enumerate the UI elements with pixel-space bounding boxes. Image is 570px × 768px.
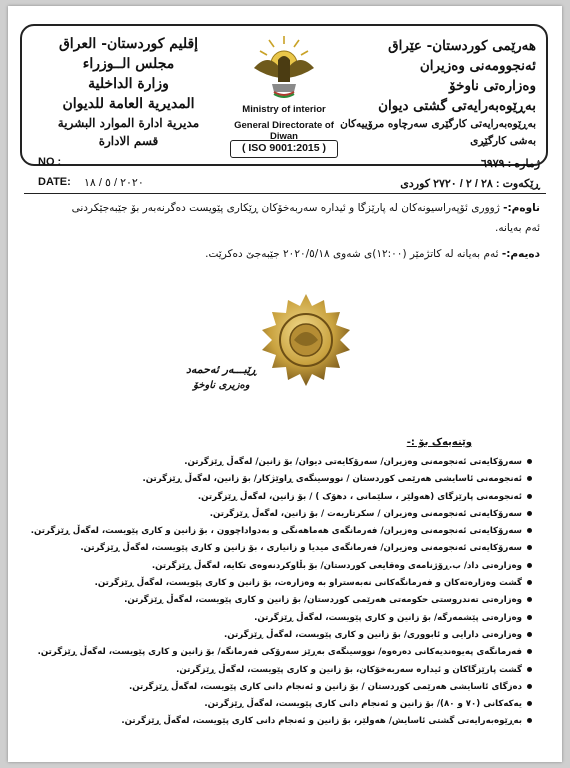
reference-date-line: ڕێکەوت : ٢٨ / ٢ / ٢٧٢٠ کوردی xyxy=(400,178,540,190)
bullet-icon xyxy=(527,684,532,689)
document-page xyxy=(8,6,562,762)
cc-item-text: سەرۆکایەتی ئەنجومەنی وەزیران/ سەرۆکایەتی دیوان/ بۆ زانین/ لەگەڵ ڕێزگرتن. xyxy=(184,457,522,467)
cc-item xyxy=(32,540,532,557)
arabic-line: إقليم كوردستان- العراق xyxy=(58,36,199,52)
cc-item xyxy=(32,523,532,540)
cc-item-text: ئەنجومەنی پارێزگای (هەولێر ، سلێمانی ، دهۆک ) / بۆ زانین، لەگەڵ ڕێزگرتن. xyxy=(197,491,522,502)
bullet-icon xyxy=(527,528,532,533)
iso-badge: ( ISO 9001:2015 ) xyxy=(230,140,338,158)
cc-item-text: وەزارەتی دارایی و ئابووری/ بۆ زانین و کاری پێویست، لەگەڵ ڕێزگرتن. xyxy=(224,629,522,640)
bullet-icon xyxy=(527,563,532,568)
cc-item xyxy=(32,489,532,506)
subject-continuation: ئەم بەیانە. xyxy=(495,222,540,234)
note-text: ئەم بەیانە لە کاتژمێر (١٢:٠٠)ی شەوی ٢٠٢٠/٥/١٨ جێبەجێ دەکرێت. xyxy=(205,248,499,260)
cc-item xyxy=(32,506,532,523)
cc-item xyxy=(32,679,532,696)
cc-item-text: وەزارەتی پێشمەرگە/ بۆ زانین و کاری پێویست، لەگەڵ ڕێزگرتن. xyxy=(254,612,522,623)
arabic-line: المديرية العامة للديوان xyxy=(62,96,195,112)
cc-item-text: بەڕێوەبەرایەتی گشتی ئاسایش/ هەولێر، بۆ زانین و ئەنجام دانی کاری پێویست، لەگەڵ ڕێزگرتن. xyxy=(121,716,522,727)
cc-item-text: گشت پارێزگاکان و ئیدارە سەربەخۆکان، بۆ زانین و کاری پێویست، لەگەڵ ڕێزگرتن. xyxy=(176,664,522,675)
cc-item xyxy=(32,592,532,609)
kurdish-line: هەرێمی کوردستان- عێراق xyxy=(388,38,536,54)
directorate-name-en: General Directorate of Diwan xyxy=(234,120,334,142)
ministry-name-en: Ministry of interior xyxy=(242,104,326,115)
cc-item xyxy=(32,713,532,730)
cc-item xyxy=(32,696,532,713)
kurdish-line: بەشی کارگێڕی xyxy=(470,135,536,147)
cc-item xyxy=(32,471,532,488)
arabic-line: مجلس الــوزراء xyxy=(82,56,175,72)
cc-item xyxy=(32,558,532,575)
note-label: دەیەم:- xyxy=(501,248,540,260)
bullet-icon xyxy=(527,459,532,464)
cc-list xyxy=(32,454,532,731)
signature-block xyxy=(186,362,257,394)
cc-item-text: دەزگای ئاسایشی هەرێمی کوردستان / بۆ زانین و ئەنجام دانی کاری پێویست، لەگەڵ ڕێزگرتن. xyxy=(128,681,522,692)
signatory-title: وەزیری ناوخۆ xyxy=(193,380,250,391)
number-line: ژمارە : ٦٩٧٩ xyxy=(480,158,540,170)
cc-item xyxy=(32,627,532,644)
date-label: DATE: xyxy=(38,176,71,188)
arabic-line: مديرية ادارة الموارد البشرية xyxy=(57,116,200,130)
cc-item-text: سەرۆکایەتی ئەنجومەنی وەزیران/ فەرمانگەی هەماهەنگی و بەدواداچوون ، بۆ زانین و کاری پێویست، لەگەڵ ڕێزگرتن. xyxy=(30,526,522,537)
bullet-icon xyxy=(527,580,532,585)
cc-item xyxy=(32,610,532,627)
no-label: NO : xyxy=(38,156,62,168)
cc-item-text: فەرمانگەی پەیوەندیەکانی دەرەوە/ نووسینگەی بەڕێز سەرۆکی فەرمانگە/ بۆ زانین و کاری پێویست، لەگەڵ ڕێزگرتن. xyxy=(37,647,522,658)
subject-label: ناوەم:- xyxy=(503,202,540,214)
kurdish-letterhead xyxy=(316,36,536,150)
note-paragraph xyxy=(28,244,540,264)
bullet-icon xyxy=(527,701,532,706)
date-value: ٢٠٢٠ / ٥ / ١٨ xyxy=(84,177,144,189)
subject-paragraph xyxy=(28,198,540,218)
bullet-icon xyxy=(527,718,532,723)
kurdistan-emblem-icon xyxy=(250,34,318,98)
kurdish-line: وەزارەتی ناوخۆ xyxy=(449,78,536,94)
bullet-icon xyxy=(527,494,532,499)
cc-item xyxy=(32,575,532,592)
cc-item-text: گشت وەزارەتەکان و فەرمانگەکانی نەبەستراو بە وەزارەت، بۆ زانین و کاری پێویست، لەگەڵ ڕێزگرتن. xyxy=(94,578,522,589)
cc-item xyxy=(32,644,532,661)
subject-text: ژووری ئۆپەراسیونەکان لە پارێزگا و ئیدارە سەربەخۆکان ڕێکاری پێویست دەگرنەبەر بۆ جێبەجێکردنی xyxy=(71,202,500,214)
bullet-icon xyxy=(527,615,532,620)
bullet-icon xyxy=(527,476,532,481)
arabic-letterhead xyxy=(36,34,221,150)
bullet-icon xyxy=(527,597,532,602)
divider xyxy=(24,193,546,194)
letterhead xyxy=(20,24,548,166)
cc-heading: وێنەیەک بۆ :- xyxy=(406,437,472,448)
cc-item-text: سەرۆکایەتی ئەنجومەنی وەزیران / سکرتاریەت / بۆ زانین، لەگەڵ ڕێزگرتن. xyxy=(209,508,522,519)
arabic-line: وزارة الداخلية xyxy=(88,76,169,92)
cc-item xyxy=(32,454,532,471)
signatory-name: ڕێبـــەر ئەحمەد xyxy=(186,363,257,376)
official-seal-icon xyxy=(258,292,354,388)
arabic-line: قسم الادارة xyxy=(98,134,159,148)
cc-item-text: وەزارەتی داد/ ب.ڕۆژنامەی وەقایعی کوردستان/ بۆ بڵاوکردنەوەی تکایە، لەگەڵ ڕێزگرتن. xyxy=(151,560,522,571)
bullet-icon xyxy=(527,649,532,654)
cc-item xyxy=(32,662,532,679)
bullet-icon xyxy=(527,511,532,516)
cc-item-text: ئەنجومەنی ئاسایشی هەرێمی کوردستان / نووسینگەی ڕاوێژکار/ بۆ زانین، لەگەڵ ڕێزگرتن. xyxy=(142,474,522,485)
bullet-icon xyxy=(527,667,532,672)
bullet-icon xyxy=(527,632,532,637)
cc-item-text: سەرۆکایەتی ئەنجومەنی وەزیران/ فەرمانگەی میدیا و زانیاری ، بۆ زانین و کاری پێویست، لەگەڵ ڕێزگرتن. xyxy=(80,543,522,554)
kurdish-line: بەڕێوەبەرایەتی کارگێری سەرچاوە مرۆییەکان xyxy=(340,118,536,130)
cc-item-text: یەکەکانی (٧٠ و ٨٠)/ بۆ زانین و ئەنجام دانی کاری پێویست، لەگەڵ ڕێزگرتن. xyxy=(204,699,522,710)
kurdish-line: بەڕێوەبەرایەتی گشتی دیوان xyxy=(378,98,536,114)
kurdish-line: ئەنجوومەنی وەزیران xyxy=(419,58,536,74)
bullet-icon xyxy=(527,545,532,550)
cc-item-text: وەزارەتی تەندروستی حکومەتی هەرێمی کوردستان/ بۆ زانین و کاری پێویست، لەگەڵ ڕێزگرتن. xyxy=(124,595,522,606)
